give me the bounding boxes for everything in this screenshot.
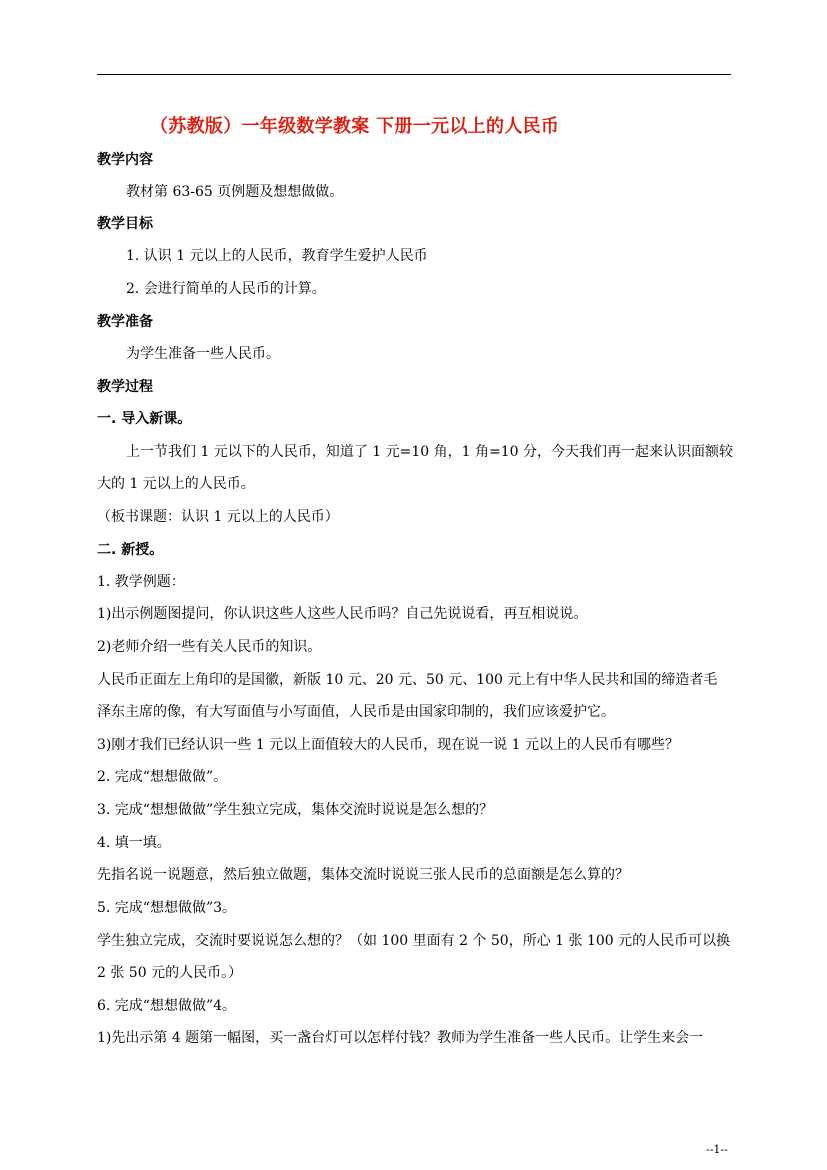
paragraph-line: 1)出示例题图提问，你认识这些人这些人民币吗？自己先说说看，再互相说说。 [97,606,588,622]
paragraph-line: 1)先出示第 4 题第一幅图，买一盏台灯可以怎样付钱？教师为学生准备一些人民币。让学生来会一 [97,1030,704,1046]
paragraph-line: 大的 1 元以上的人民币。 [97,476,255,492]
paragraph-line: 先指名说一说题意，然后独立做题，集体交流时说说三张人民币的总面额是怎么算的？ [97,867,629,883]
heading-teaching-content: 教学内容 [97,152,153,168]
paragraph-line: 1. 教学例题： [97,574,185,590]
paragraph-line: 5. 完成“想想做做”3。 [97,900,237,916]
paragraph-line: 6. 完成“想想做做”4。 [97,998,237,1014]
paragraph-line: 1. 认识 1 元以上的人民币，教育学生爱护人民币 [126,248,428,264]
header-rule [97,74,731,75]
paragraph-line: 为学生准备一些人民币。 [126,346,280,362]
paragraph-line: 3)刚才我们已经认识一些 1 元以上面值较大的人民币，现在说一说 1 元以上的人民币有哪些？ [97,737,679,753]
paragraph-line: 2. 完成“想想做做”。 [97,769,228,785]
document-title: （苏教版）一年级数学教案 下册一元以上的人民币 [150,116,560,137]
paragraph-line: （板书课题：认识 1 元以上的人民币） [97,509,339,525]
paragraph-line: 4. 填一填。 [97,835,171,851]
heading-teaching-goals: 教学目标 [97,216,153,232]
paragraph-line: 泽东主席的像，有大写面值与小写面值，人民币是由国家印制的，我们应该爱护它。 [97,704,615,720]
paragraph-line: 2. 会进行简单的人民币的计算。 [126,281,326,297]
paragraph-line: 2)老师介绍一些有关人民币的知识。 [97,639,322,655]
heading-section-2: 二. 新授。 [97,542,164,558]
heading-teaching-process: 教学过程 [97,379,153,395]
heading-teaching-prep: 教学准备 [97,314,153,330]
paragraph-line: 人民币正面左上角印的是国徽，新版 10 元、20 元、50 元、100 元上有中华人民共和国的缔造者毛 [97,672,718,688]
paragraph-line: 2 张 50 元的人民币。） [97,965,243,981]
paragraph-line: 学生独立完成，交流时要说说怎么想的？（如 100 里面有 2 个 50，所心 1 张 100 元的人民币可以换 [97,933,731,949]
page-number: --1-- [706,1143,728,1156]
heading-section-1: 一. 导入新课。 [97,411,192,427]
paragraph-line: 上一节我们 1 元以下的人民币，知道了 1 元=10 角，1 角=10 分，今天我们再一起来认识面额较 [126,444,733,460]
paragraph-line: 教材第 63-65 页例题及想想做做。 [126,184,344,200]
paragraph-line: 3. 完成“想想做做”学生独立完成，集体交流时说说是怎么想的？ [97,802,494,818]
